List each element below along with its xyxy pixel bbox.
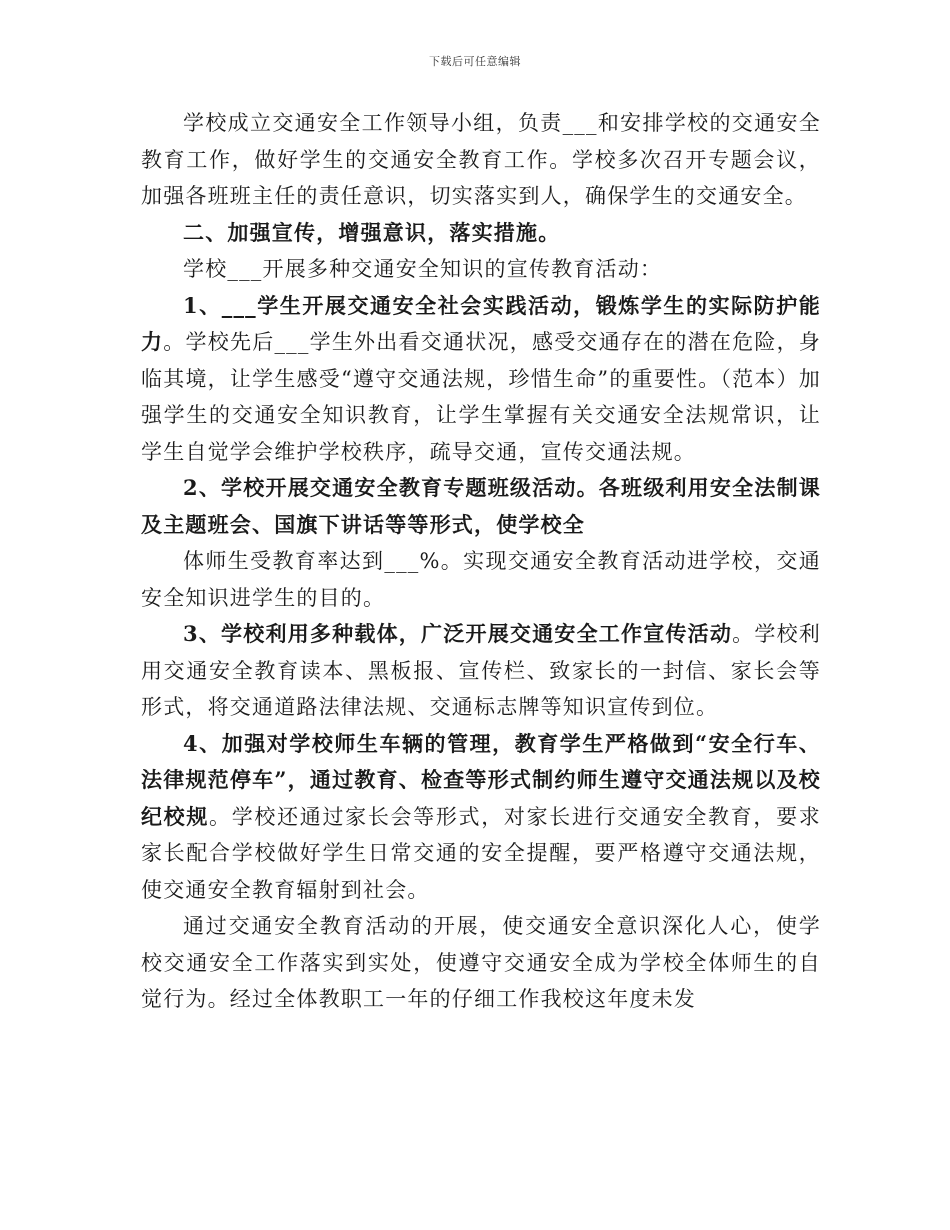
item-3-heading: 3、学校利用多种载体，广泛开展交通安全工作宣传活动 bbox=[183, 621, 733, 646]
paragraph-item-3 bbox=[141, 616, 821, 726]
paragraph-item-4 bbox=[141, 726, 821, 909]
item-4-text: 。学校还通过家长会等形式，对家长进行交通安全教育，要求家长配合学校做好学生日常交通的安全提醒，要严格遵守交通法规，使交通安全教育辐射到社会。 bbox=[141, 804, 821, 902]
item-3-text: 。学校利用交通安全教育读本、黑板报、宣传栏、致家长的一封信、家长会等形式，将交通道路法律法规、交通标志牌等知识宣传到位。 bbox=[141, 622, 821, 719]
paragraph-item-2-heading: 2、学校开展交通安全教育专题班级活动。各班级利用安全法制课及主题班会、国旗下讲话等等形式，使学校全 bbox=[141, 475, 821, 537]
paragraph-item-2-text: 体师生受教育率达到___%。实现交通安全教育活动进学校，交通安全知识进学生的目的。 bbox=[141, 549, 821, 610]
document-body bbox=[141, 105, 821, 1018]
paragraph-conclusion: 通过交通安全教育活动的开展，使交通安全意识深化人心，使学校交通安全工作落实到实处，使遵守交通安全成为学校全体师生的自觉行为。经过全体教职工一年的仔细工作我校这年度未发 bbox=[141, 914, 821, 1011]
paragraph-leadership-group: 学校成立交通安全工作领导小组，负责___和安排学校的交通安全教育工作，做好学生的交通安全教育工作。学校多次召开专题会议，加强各班班主任的责任意识，切实落实到人，确保学生的交通安全。 bbox=[141, 111, 821, 208]
paragraph-activities-intro: 学校___开展多种交通安全知识的宣传教育活动： bbox=[183, 257, 663, 281]
item-1-heading: 1、___学生开展交通安全社会实践活动，锻炼学生的实际防护能力 bbox=[141, 292, 821, 354]
item-1-text: 。学校先后___学生外出看交通状况，感受交通存在的潜在危险，身临其境，让学生感受“遵守交通法规，珍惜生命”的重要性。（范本）加强学生的交通安全知识教育，让学生掌握有关交通安全法规常识，让学生自觉学会维护学校秩序，疏导交通，宣传交通法规。 bbox=[141, 330, 822, 464]
page-header: 下载后可任意编辑 bbox=[429, 55, 521, 68]
item-4-heading: 4、加强对学校师生车辆的管理，教育学生严格做到“安全行车、法律规范停车”，通过教育、检查等形式制约师生遵守交通法规以及校纪校规 bbox=[141, 730, 821, 829]
section-heading-2: 二、加强宣传，增强意识，落实措施。 bbox=[183, 219, 561, 245]
paragraph-item-1 bbox=[141, 288, 821, 471]
